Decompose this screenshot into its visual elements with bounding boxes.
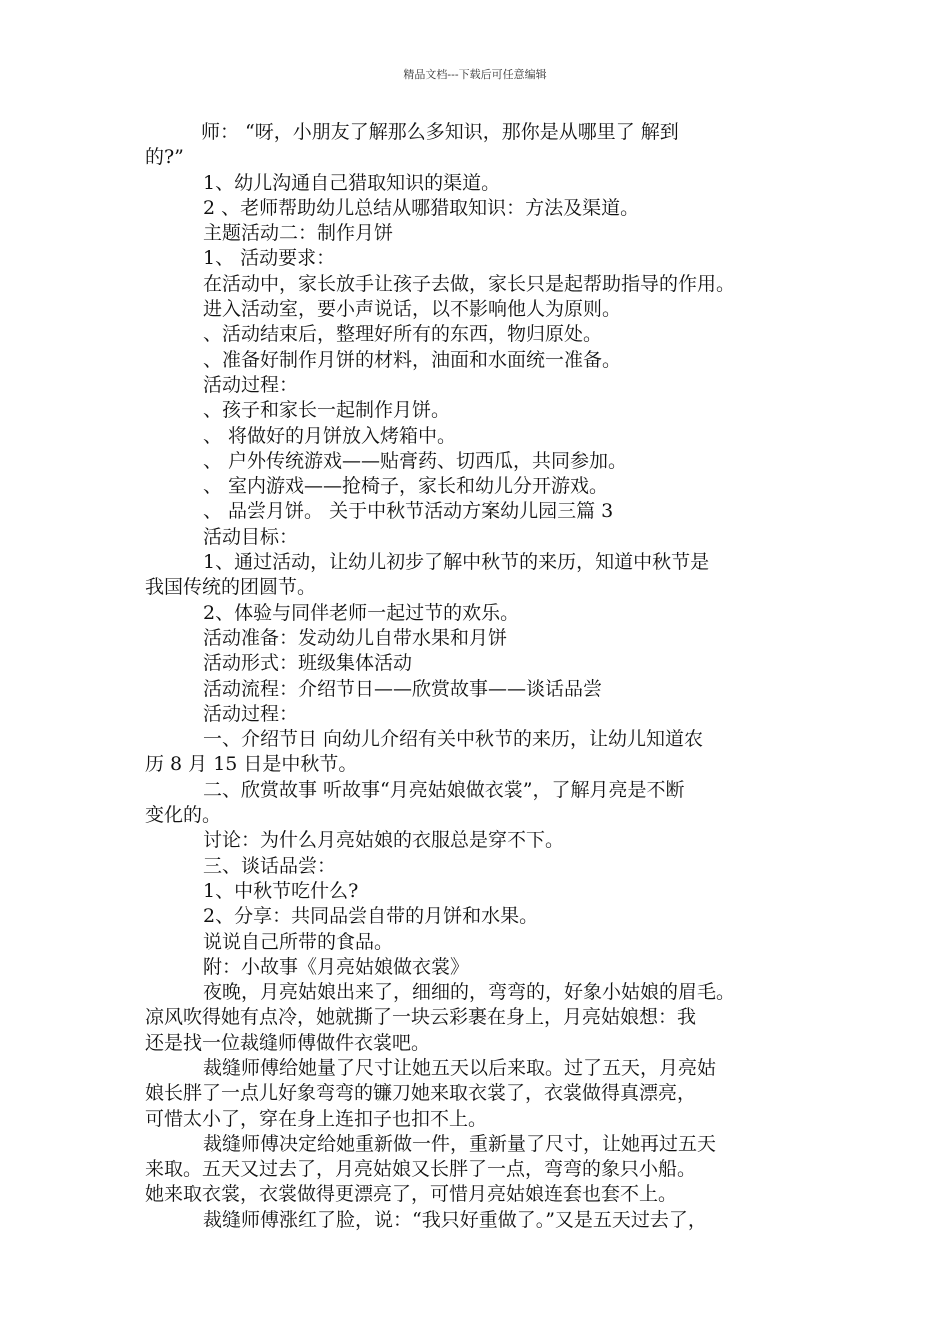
text-line: 裁缝师傅给她量了尺寸让她五天以后来取。过了五天，月亮姑 xyxy=(203,1056,717,1079)
text-line: 还是找一位裁缝师傅做件衣裳吧。 xyxy=(145,1031,431,1054)
text-line: 活动准备：发动幼儿自带水果和月饼 xyxy=(203,626,508,649)
text-line: 主题活动二：制作月饼 xyxy=(203,222,394,245)
text-line: 历 8 月 15 日是中秋节。 xyxy=(145,753,358,776)
text-line: 附：小故事《月亮姑娘做衣裳》 xyxy=(203,955,470,978)
text-line: 2 、老师帮助幼儿总结从哪猎取知识：方法及渠道。 xyxy=(203,196,640,219)
text-line: 、 品尝月饼。 关于中秋节活动方案幼儿园三篇 3 xyxy=(203,500,614,523)
text-line: 我国传统的团圆节。 xyxy=(145,576,317,599)
text-line: 、 户外传统游戏——贴膏药、切西瓜，共同参加。 xyxy=(203,449,628,472)
text-line: 二、欣赏故事 听故事“月亮姑娘做衣裳”，了解月亮是不断 xyxy=(203,778,685,801)
text-line: 裁缝师傅决定给她重新做一件，重新量了尺寸，让她再过五天 xyxy=(203,1132,717,1155)
text-line: 、准备好制作月饼的材料，油面和水面统一准备。 xyxy=(203,348,622,371)
text-line: 三、谈话品尝： xyxy=(203,854,337,877)
text-line: 活动目标： xyxy=(203,525,299,548)
text-line: 、孩子和家长一起制作月饼。 xyxy=(203,399,451,422)
text-line: 2、分享：共同品尝自带的月饼和水果。 xyxy=(203,905,539,928)
text-line: 1、通过活动，让幼儿初步了解中秋节的来历，知道中秋节是 xyxy=(203,551,710,574)
text-line: 、活动结束后，整理好所有的东西，物归原处。 xyxy=(203,323,603,346)
text-line: 一、介绍节日 向幼儿介绍有关中秋节的来历，让幼儿知道农 xyxy=(203,728,704,751)
text-line: 凉风吹得她有点冷，她就撕了一块云彩裹在身上，月亮姑娘想：我 xyxy=(145,1006,697,1029)
text-line: 活动形式：班级集体活动 xyxy=(203,652,413,675)
text-line: 的?” xyxy=(145,146,184,169)
text-line: 可惜太小了，穿在身上连扣子也扣不上。 xyxy=(145,1107,488,1130)
text-line: 1、幼儿沟通自己猎取知识的渠道。 xyxy=(203,171,501,194)
text-line: 变化的。 xyxy=(145,804,222,827)
text-line: 来取。五天又过去了，月亮姑娘又长胖了一点，弯弯的象只小船。 xyxy=(145,1158,697,1181)
text-line: 裁缝师傅涨红了脸，说：“我只好重做了。”又是五天过去了， xyxy=(203,1208,707,1231)
text-line: 活动流程：介绍节日——欣赏故事——谈话品尝 xyxy=(203,677,603,700)
text-line: 她来取衣裳，衣裳做得更漂亮了，可惜月亮姑娘连套也套不上。 xyxy=(145,1183,678,1206)
text-line: 师： “呀，小朋友了解那么多知识，那你是从哪里了 解到 xyxy=(201,121,679,143)
text-line: 1、中秋节吃什么? xyxy=(203,879,359,902)
text-line: 讨论：为什么月亮姑娘的衣服总是穿不下。 xyxy=(203,829,565,852)
text-line: 娘长胖了一点儿好象弯弯的镰刀她来取衣裳了，衣裳做得真漂亮， xyxy=(145,1082,697,1105)
text-line: 活动过程： xyxy=(203,373,299,396)
text-line: 、 将做好的月饼放入烤箱中。 xyxy=(203,424,457,447)
text-line: 1、 活动要求： xyxy=(203,247,336,270)
text-line: 说说自己所带的食品。 xyxy=(203,930,394,953)
text-line: 夜晚，月亮姑娘出来了，细细的，弯弯的，好象小姑娘的眉毛。 xyxy=(203,981,736,1004)
text-line: 进入活动室，要小声说话，以不影响他人为原则。 xyxy=(203,298,622,321)
text-line: 、 室内游戏——抢椅子，家长和幼儿分开游戏。 xyxy=(203,475,609,498)
document-body xyxy=(145,120,825,1233)
text-line: 2、体验与同伴老师一起过节的欢乐。 xyxy=(203,601,520,624)
text-line: 活动过程： xyxy=(203,702,299,725)
text-line: 在活动中，家长放手让孩子去做，家长只是起帮助指导的作用。 xyxy=(203,272,736,295)
page-header: 精品文档---下载后可任意编辑 xyxy=(403,68,547,81)
